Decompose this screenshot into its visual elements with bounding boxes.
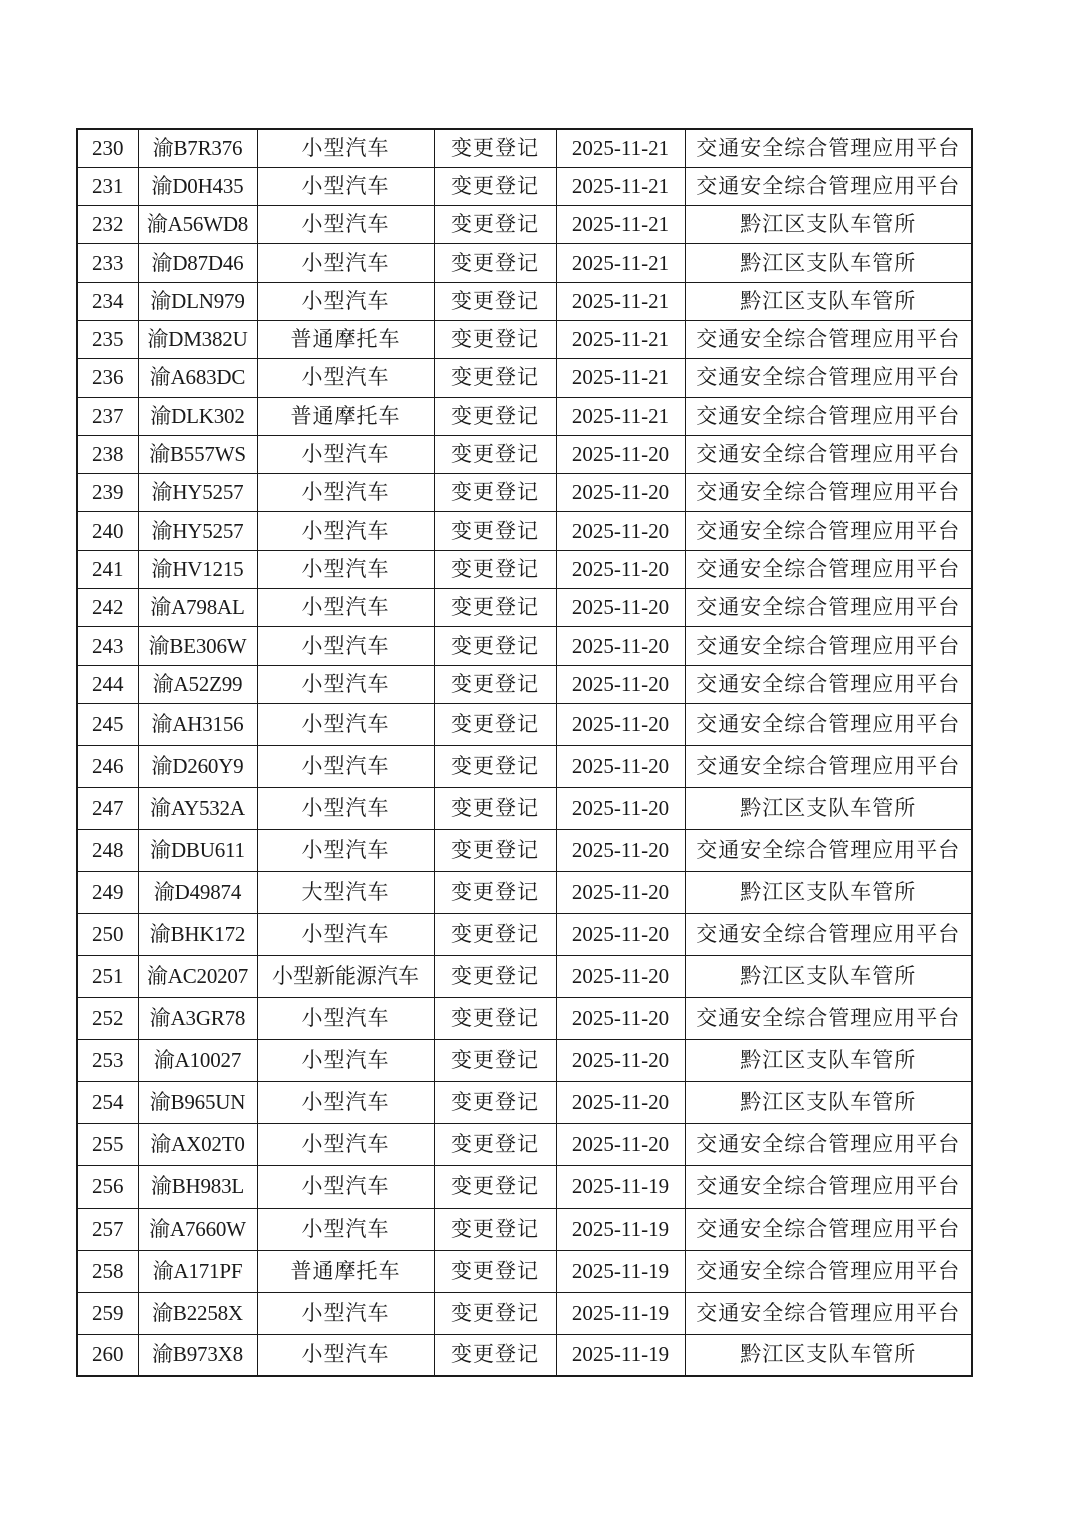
- cell-plate-number: 渝DBU611: [138, 830, 257, 872]
- table-row: [77, 320, 972, 358]
- cell-office: 交通安全综合管理应用平台: [685, 1292, 972, 1334]
- cell-serial-number: 238: [77, 435, 138, 473]
- cell-business-type: 变更登记: [434, 435, 556, 473]
- cell-plate-number: 渝DLK302: [138, 397, 257, 435]
- cell-date: 2025-11-20: [556, 703, 685, 745]
- cell-office: 交通安全综合管理应用平台: [685, 435, 972, 473]
- cell-serial-number: 244: [77, 665, 138, 703]
- cell-vehicle-type: 普通摩托车: [257, 320, 434, 358]
- cell-serial-number: 252: [77, 998, 138, 1040]
- cell-serial-number: 231: [77, 167, 138, 205]
- cell-serial-number: 239: [77, 474, 138, 512]
- cell-plate-number: 渝D87D46: [138, 244, 257, 282]
- cell-date: 2025-11-21: [556, 359, 685, 397]
- cell-office: 交通安全综合管理应用平台: [685, 167, 972, 205]
- cell-office: 交通安全综合管理应用平台: [685, 359, 972, 397]
- cell-date: 2025-11-20: [556, 1082, 685, 1124]
- table-row: [77, 206, 972, 244]
- cell-office: 交通安全综合管理应用平台: [685, 830, 972, 872]
- cell-plate-number: 渝HV1215: [138, 550, 257, 588]
- cell-office: 黔江区支队车管所: [685, 956, 972, 998]
- table-row: [77, 282, 972, 320]
- cell-date: 2025-11-21: [556, 244, 685, 282]
- cell-business-type: 变更登记: [434, 1334, 556, 1376]
- cell-business-type: 变更登记: [434, 320, 556, 358]
- cell-plate-number: 渝D0H435: [138, 167, 257, 205]
- cell-plate-number: 渝BH983L: [138, 1166, 257, 1208]
- table-row: [77, 830, 972, 872]
- cell-office: 交通安全综合管理应用平台: [685, 703, 972, 745]
- cell-business-type: 变更登记: [434, 359, 556, 397]
- cell-plate-number: 渝AY532A: [138, 788, 257, 830]
- cell-date: 2025-11-20: [556, 550, 685, 588]
- table-row: [77, 1040, 972, 1082]
- cell-plate-number: 渝AH3156: [138, 703, 257, 745]
- cell-serial-number: 241: [77, 550, 138, 588]
- cell-business-type: 变更登记: [434, 474, 556, 512]
- cell-office: 黔江区支队车管所: [685, 788, 972, 830]
- table-row: [77, 998, 972, 1040]
- table-row: [77, 550, 972, 588]
- cell-date: 2025-11-19: [556, 1292, 685, 1334]
- cell-serial-number: 230: [77, 129, 138, 167]
- cell-plate-number: 渝A683DC: [138, 359, 257, 397]
- cell-date: 2025-11-20: [556, 435, 685, 473]
- cell-serial-number: 243: [77, 627, 138, 665]
- cell-date: 2025-11-20: [556, 788, 685, 830]
- cell-business-type: 变更登记: [434, 589, 556, 627]
- cell-serial-number: 234: [77, 282, 138, 320]
- cell-plate-number: 渝B7R376: [138, 129, 257, 167]
- table-row: [77, 956, 972, 998]
- cell-vehicle-type: 小型汽车: [257, 167, 434, 205]
- cell-serial-number: 236: [77, 359, 138, 397]
- cell-vehicle-type: 小型汽车: [257, 550, 434, 588]
- cell-plate-number: 渝A52Z99: [138, 665, 257, 703]
- cell-serial-number: 237: [77, 397, 138, 435]
- cell-vehicle-type: 小型汽车: [257, 1292, 434, 1334]
- table-row: [77, 1166, 972, 1208]
- cell-plate-number: 渝BHK172: [138, 914, 257, 956]
- cell-business-type: 变更登记: [434, 830, 556, 872]
- cell-serial-number: 251: [77, 956, 138, 998]
- table-row: [77, 397, 972, 435]
- table-row: [77, 512, 972, 550]
- cell-vehicle-type: 小型汽车: [257, 435, 434, 473]
- cell-office: 黔江区支队车管所: [685, 1040, 972, 1082]
- cell-date: 2025-11-20: [556, 998, 685, 1040]
- cell-plate-number: 渝HY5257: [138, 474, 257, 512]
- cell-vehicle-type: 小型汽车: [257, 244, 434, 282]
- cell-serial-number: 242: [77, 589, 138, 627]
- cell-plate-number: 渝A7660W: [138, 1208, 257, 1250]
- cell-plate-number: 渝A171PF: [138, 1250, 257, 1292]
- cell-vehicle-type: 小型汽车: [257, 914, 434, 956]
- cell-serial-number: 248: [77, 830, 138, 872]
- cell-serial-number: 254: [77, 1082, 138, 1124]
- cell-serial-number: 250: [77, 914, 138, 956]
- table-row: [77, 1334, 972, 1376]
- cell-office: 交通安全综合管理应用平台: [685, 1208, 972, 1250]
- cell-business-type: 变更登记: [434, 1040, 556, 1082]
- cell-plate-number: 渝HY5257: [138, 512, 257, 550]
- cell-office: 交通安全综合管理应用平台: [685, 320, 972, 358]
- table-row: [77, 746, 972, 788]
- cell-vehicle-type: 小型汽车: [257, 1082, 434, 1124]
- cell-date: 2025-11-20: [556, 830, 685, 872]
- cell-vehicle-type: 小型汽车: [257, 1166, 434, 1208]
- cell-plate-number: 渝BE306W: [138, 627, 257, 665]
- cell-plate-number: 渝DLN979: [138, 282, 257, 320]
- cell-vehicle-type: 小型汽车: [257, 703, 434, 745]
- cell-office: 交通安全综合管理应用平台: [685, 665, 972, 703]
- cell-date: 2025-11-21: [556, 129, 685, 167]
- cell-vehicle-type: 小型汽车: [257, 512, 434, 550]
- cell-vehicle-type: 小型新能源汽车: [257, 956, 434, 998]
- cell-date: 2025-11-20: [556, 474, 685, 512]
- cell-vehicle-type: 小型汽车: [257, 627, 434, 665]
- cell-office: 交通安全综合管理应用平台: [685, 550, 972, 588]
- cell-business-type: 变更登记: [434, 282, 556, 320]
- cell-vehicle-type: 小型汽车: [257, 998, 434, 1040]
- cell-serial-number: 253: [77, 1040, 138, 1082]
- table-row: [77, 1208, 972, 1250]
- cell-business-type: 变更登记: [434, 914, 556, 956]
- table-row: [77, 872, 972, 914]
- cell-business-type: 变更登记: [434, 703, 556, 745]
- cell-date: 2025-11-19: [556, 1250, 685, 1292]
- cell-vehicle-type: 小型汽车: [257, 359, 434, 397]
- table-row: [77, 359, 972, 397]
- cell-office: 交通安全综合管理应用平台: [685, 627, 972, 665]
- cell-office: 交通安全综合管理应用平台: [685, 512, 972, 550]
- cell-vehicle-type: 小型汽车: [257, 665, 434, 703]
- cell-date: 2025-11-20: [556, 512, 685, 550]
- cell-serial-number: 260: [77, 1334, 138, 1376]
- table-row: [77, 665, 972, 703]
- table-row: [77, 435, 972, 473]
- cell-plate-number: 渝A56WD8: [138, 206, 257, 244]
- cell-office: 交通安全综合管理应用平台: [685, 129, 972, 167]
- cell-date: 2025-11-20: [556, 746, 685, 788]
- cell-vehicle-type: 普通摩托车: [257, 397, 434, 435]
- cell-vehicle-type: 小型汽车: [257, 1040, 434, 1082]
- cell-date: 2025-11-19: [556, 1166, 685, 1208]
- cell-date: 2025-11-19: [556, 1208, 685, 1250]
- cell-serial-number: 258: [77, 1250, 138, 1292]
- cell-date: 2025-11-21: [556, 397, 685, 435]
- cell-office: 黔江区支队车管所: [685, 1334, 972, 1376]
- cell-office: 交通安全综合管理应用平台: [685, 746, 972, 788]
- cell-business-type: 变更登记: [434, 167, 556, 205]
- cell-serial-number: 259: [77, 1292, 138, 1334]
- cell-vehicle-type: 普通摩托车: [257, 1250, 434, 1292]
- cell-vehicle-type: 小型汽车: [257, 830, 434, 872]
- cell-office: 交通安全综合管理应用平台: [685, 474, 972, 512]
- cell-plate-number: 渝DM382U: [138, 320, 257, 358]
- cell-vehicle-type: 小型汽车: [257, 474, 434, 512]
- cell-business-type: 变更登记: [434, 1082, 556, 1124]
- cell-office: 黔江区支队车管所: [685, 282, 972, 320]
- registration-records-table: [76, 128, 973, 1377]
- cell-vehicle-type: 小型汽车: [257, 282, 434, 320]
- table-row: [77, 474, 972, 512]
- table-row: [77, 914, 972, 956]
- cell-serial-number: 232: [77, 206, 138, 244]
- cell-business-type: 变更登记: [434, 129, 556, 167]
- cell-date: 2025-11-20: [556, 956, 685, 998]
- cell-business-type: 变更登记: [434, 397, 556, 435]
- cell-office: 交通安全综合管理应用平台: [685, 998, 972, 1040]
- cell-date: 2025-11-21: [556, 320, 685, 358]
- cell-office: 黔江区支队车管所: [685, 1082, 972, 1124]
- cell-serial-number: 235: [77, 320, 138, 358]
- cell-date: 2025-11-20: [556, 914, 685, 956]
- table-row: [77, 1082, 972, 1124]
- cell-vehicle-type: 小型汽车: [257, 129, 434, 167]
- cell-business-type: 变更登记: [434, 512, 556, 550]
- cell-office: 交通安全综合管理应用平台: [685, 1124, 972, 1166]
- cell-office: 黔江区支队车管所: [685, 206, 972, 244]
- cell-serial-number: 255: [77, 1124, 138, 1166]
- cell-business-type: 变更登记: [434, 788, 556, 830]
- cell-date: 2025-11-21: [556, 167, 685, 205]
- cell-serial-number: 233: [77, 244, 138, 282]
- table-row: [77, 129, 972, 167]
- cell-vehicle-type: 小型汽车: [257, 1334, 434, 1376]
- cell-plate-number: 渝A3GR78: [138, 998, 257, 1040]
- cell-serial-number: 249: [77, 872, 138, 914]
- table-row: [77, 1250, 972, 1292]
- table-row: [77, 627, 972, 665]
- cell-office: 交通安全综合管理应用平台: [685, 1166, 972, 1208]
- cell-date: 2025-11-20: [556, 1124, 685, 1166]
- cell-vehicle-type: 小型汽车: [257, 206, 434, 244]
- cell-serial-number: 240: [77, 512, 138, 550]
- cell-office: 交通安全综合管理应用平台: [685, 1250, 972, 1292]
- cell-business-type: 变更登记: [434, 627, 556, 665]
- cell-plate-number: 渝B2258X: [138, 1292, 257, 1334]
- cell-serial-number: 256: [77, 1166, 138, 1208]
- cell-vehicle-type: 小型汽车: [257, 746, 434, 788]
- table-row: [77, 589, 972, 627]
- cell-serial-number: 245: [77, 703, 138, 745]
- cell-date: 2025-11-20: [556, 872, 685, 914]
- cell-plate-number: 渝AX02T0: [138, 1124, 257, 1166]
- cell-vehicle-type: 小型汽车: [257, 1124, 434, 1166]
- cell-business-type: 变更登记: [434, 1166, 556, 1208]
- cell-date: 2025-11-20: [556, 589, 685, 627]
- cell-plate-number: 渝B965UN: [138, 1082, 257, 1124]
- cell-business-type: 变更登记: [434, 665, 556, 703]
- cell-business-type: 变更登记: [434, 550, 556, 588]
- cell-serial-number: 247: [77, 788, 138, 830]
- table-row: [77, 1124, 972, 1166]
- cell-date: 2025-11-20: [556, 665, 685, 703]
- cell-plate-number: 渝D260Y9: [138, 746, 257, 788]
- cell-serial-number: 246: [77, 746, 138, 788]
- cell-office: 交通安全综合管理应用平台: [685, 397, 972, 435]
- cell-business-type: 变更登记: [434, 872, 556, 914]
- cell-serial-number: 257: [77, 1208, 138, 1250]
- cell-business-type: 变更登记: [434, 1292, 556, 1334]
- cell-date: 2025-11-21: [556, 206, 685, 244]
- cell-office: 黔江区支队车管所: [685, 872, 972, 914]
- table-row: [77, 1292, 972, 1334]
- cell-plate-number: 渝B557WS: [138, 435, 257, 473]
- cell-business-type: 变更登记: [434, 206, 556, 244]
- cell-date: 2025-11-20: [556, 627, 685, 665]
- cell-vehicle-type: 小型汽车: [257, 1208, 434, 1250]
- cell-vehicle-type: 大型汽车: [257, 872, 434, 914]
- cell-date: 2025-11-21: [556, 282, 685, 320]
- cell-plate-number: 渝D49874: [138, 872, 257, 914]
- cell-office: 交通安全综合管理应用平台: [685, 589, 972, 627]
- table-row: [77, 703, 972, 745]
- cell-business-type: 变更登记: [434, 244, 556, 282]
- cell-business-type: 变更登记: [434, 998, 556, 1040]
- cell-vehicle-type: 小型汽车: [257, 589, 434, 627]
- cell-vehicle-type: 小型汽车: [257, 788, 434, 830]
- cell-business-type: 变更登记: [434, 956, 556, 998]
- cell-office: 交通安全综合管理应用平台: [685, 914, 972, 956]
- table-row: [77, 244, 972, 282]
- cell-office: 黔江区支队车管所: [685, 244, 972, 282]
- cell-business-type: 变更登记: [434, 1124, 556, 1166]
- cell-plate-number: 渝A798AL: [138, 589, 257, 627]
- cell-business-type: 变更登记: [434, 1208, 556, 1250]
- cell-plate-number: 渝B973X8: [138, 1334, 257, 1376]
- cell-business-type: 变更登记: [434, 746, 556, 788]
- cell-business-type: 变更登记: [434, 1250, 556, 1292]
- cell-plate-number: 渝AC20207: [138, 956, 257, 998]
- cell-date: 2025-11-19: [556, 1334, 685, 1376]
- table-row: [77, 788, 972, 830]
- cell-plate-number: 渝A10027: [138, 1040, 257, 1082]
- table-body: [77, 129, 972, 1376]
- cell-date: 2025-11-20: [556, 1040, 685, 1082]
- table-row: [77, 167, 972, 205]
